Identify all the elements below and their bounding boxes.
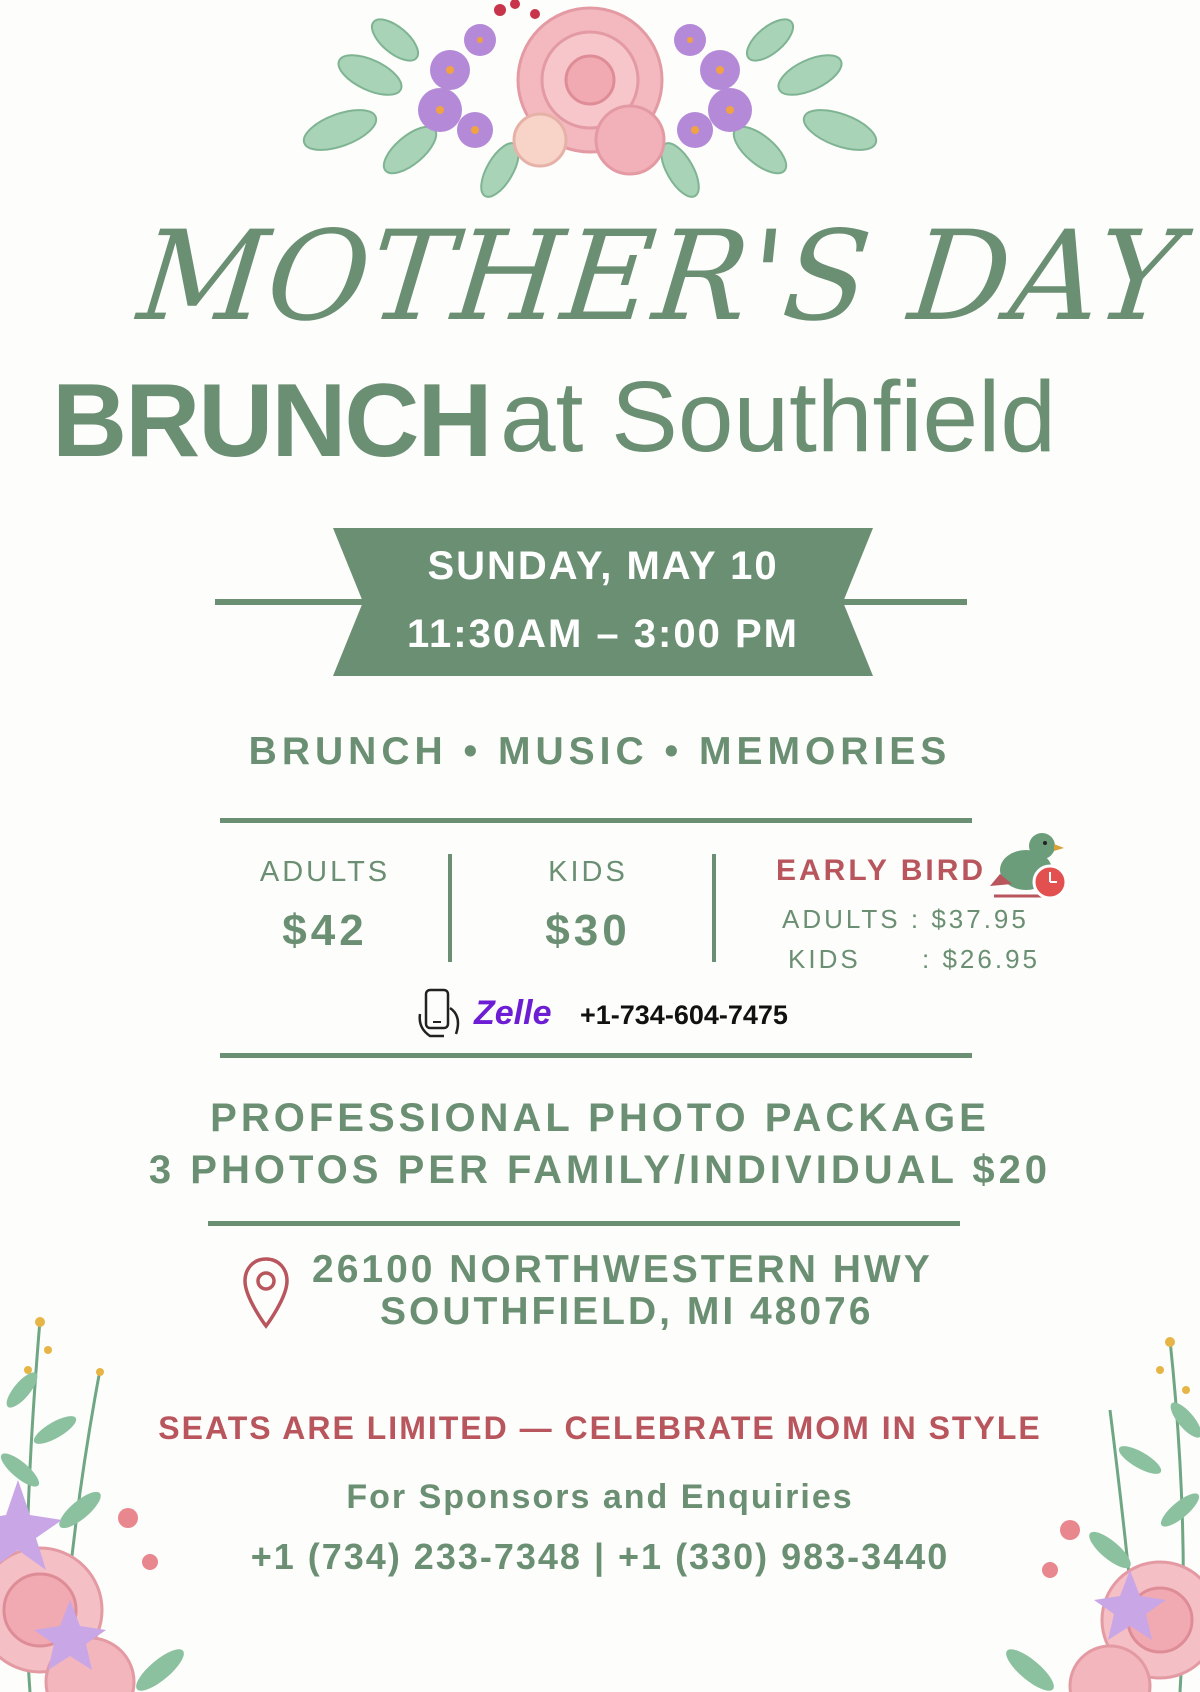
adults-price: $42 [282, 906, 368, 955]
tagline: BRUNCH • MUSIC • MEMORIES [248, 730, 952, 773]
divider [220, 818, 972, 823]
floral-corner-left-icon [0, 1310, 230, 1692]
floral-bouquet-icon [300, 0, 880, 200]
seats-notice: SEATS ARE LIMITED — CELEBRATE MOM IN STYLE [158, 1410, 1042, 1446]
photo-package-detail: 3 PHOTOS PER FAMILY/INDIVIDUAL $20 [148, 1148, 1052, 1192]
address-line1: 26100 NORTHWESTERN HWY [312, 1248, 933, 1291]
title-brunch: BRUNCH [52, 363, 491, 479]
divider [220, 1053, 972, 1058]
zelle-logo: Zelle [474, 994, 552, 1032]
smartphone-icon [416, 988, 466, 1038]
title-script: MOTHER'S DAY [132, 205, 1188, 349]
divider [208, 1221, 960, 1226]
location-pin-icon [242, 1256, 290, 1330]
price-divider [448, 854, 452, 962]
price-divider [712, 854, 716, 962]
early-bird-kids: KIDS : $26.95 [788, 944, 1040, 974]
event-time: 11:30AM – 3:00 PM [407, 612, 799, 656]
floral-corner-right-icon [990, 1330, 1200, 1692]
title-location: at Southfield [500, 361, 1056, 473]
contact-phones: +1 (734) 233-7348 | +1 (330) 983-3440 [250, 1536, 950, 1577]
sponsors-label: For Sponsors and Enquiries [346, 1478, 854, 1516]
photo-package-title: PROFESSIONAL PHOTO PACKAGE [210, 1096, 990, 1140]
kids-label: KIDS [548, 856, 628, 888]
address-line2: SOUTHFIELD, MI 48076 [380, 1290, 874, 1333]
adults-label: ADULTS [259, 856, 391, 888]
early-bird-title: EARLY BIRD [776, 854, 987, 887]
zelle-phone: +1-734-604-7475 [580, 1000, 788, 1030]
bird-clock-icon [990, 826, 1072, 902]
kids-price: $30 [545, 906, 631, 955]
event-date: SUNDAY, MAY 10 [427, 544, 779, 588]
early-bird-adults: ADULTS : $37.95 [782, 904, 1029, 934]
